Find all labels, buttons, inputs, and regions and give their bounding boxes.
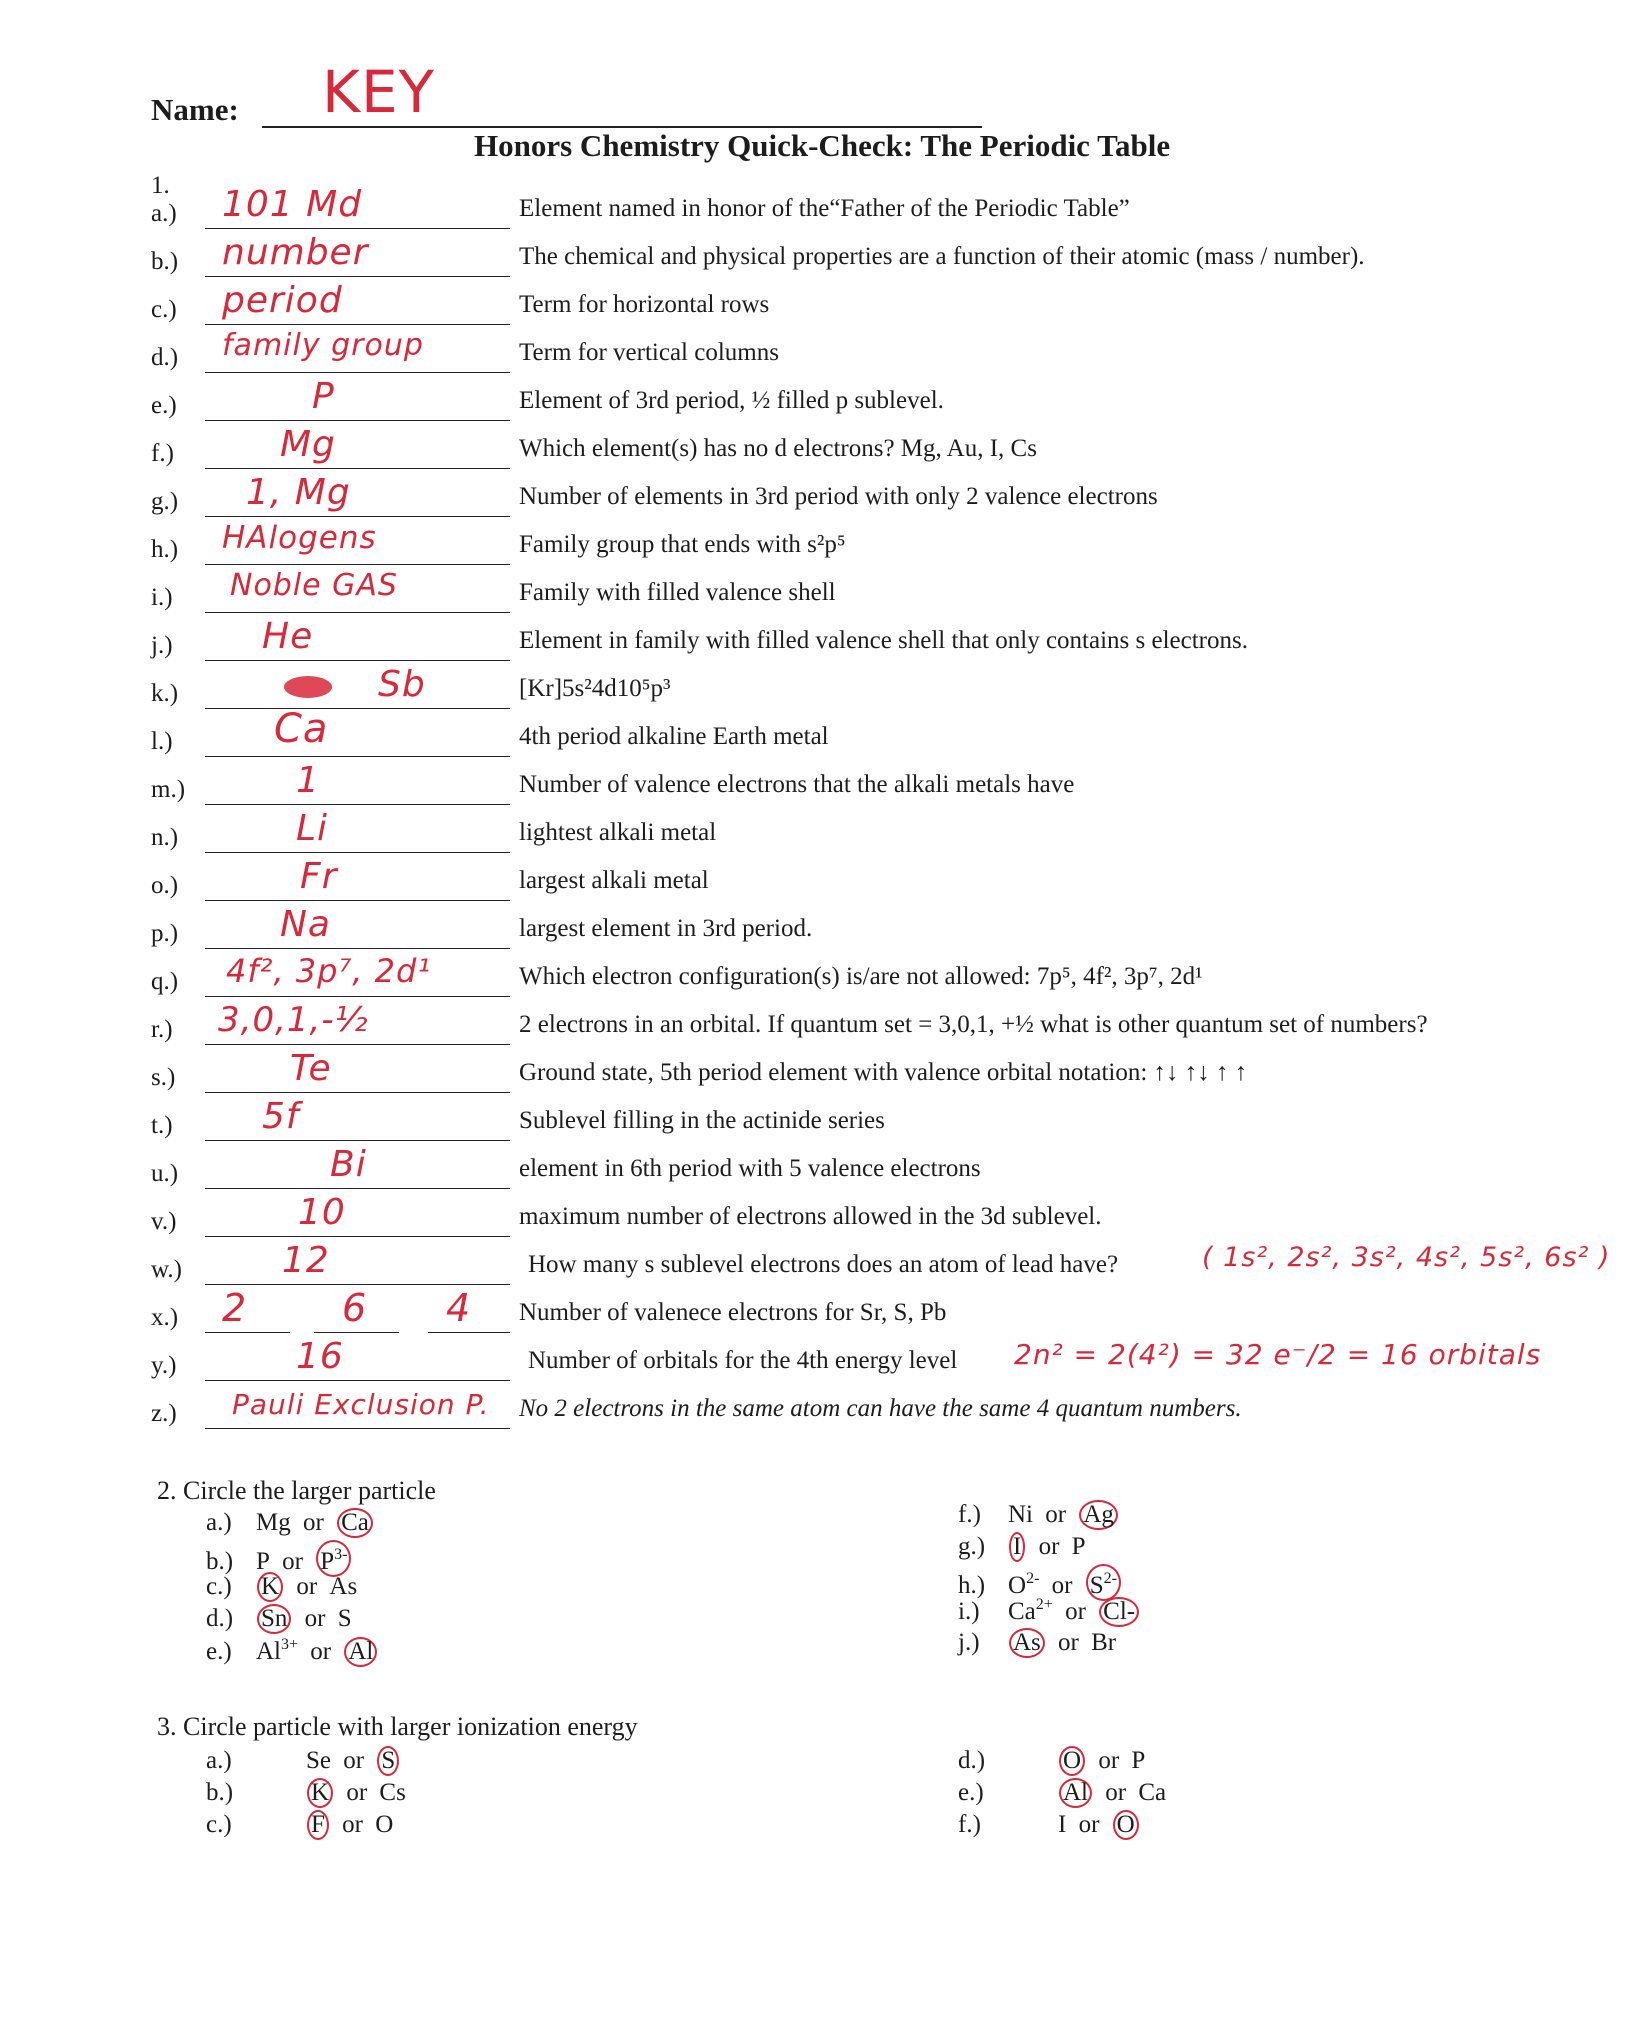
answer-line: [205, 900, 510, 901]
question-row: [0, 760, 1649, 814]
question-row: [0, 1286, 1649, 1342]
answer-text: Ca: [274, 706, 329, 752]
question-text: largest alkali metal: [519, 867, 709, 894]
answer-line: [205, 564, 510, 565]
symbol: P: [320, 1548, 335, 1575]
question-letter: z.): [151, 1400, 177, 1427]
question-letter: e.): [151, 392, 177, 419]
answer-text: Na: [280, 904, 331, 945]
question-text: Number of valence electrons that the alkali metals have: [519, 771, 1075, 798]
question-text: Number of elements in 3rd period with only 2 valence electrons: [519, 483, 1158, 510]
question-row: [0, 1336, 1649, 1390]
choice-option-a[interactable]: [1008, 1598, 1053, 1625]
choice-letter: i.): [958, 1598, 980, 1625]
choice-letter: f.): [958, 1501, 981, 1528]
question-text: Which electron configuration(s) is/are not allowed: 7p⁵, 4f², 3p⁷, 2d¹: [519, 963, 1203, 990]
question-letter: k.): [151, 680, 179, 707]
answer-line: [205, 756, 510, 757]
work-note: 2n² = 2(4²) = 32 e⁻/2 = 16 orbitals: [1014, 1338, 1542, 1371]
answer-text: Fr: [300, 856, 338, 897]
choice-letter: c.): [206, 1811, 232, 1838]
answer-line: [205, 1284, 510, 1285]
charge-superscript: 3-: [334, 1546, 348, 1563]
question-text: Element in family with filled valence shell that only contains s electrons.: [519, 627, 1248, 654]
section-2-title: 2. Circle the larger particle: [157, 1476, 436, 1505]
answer-line: [205, 660, 510, 661]
choice-letter: j.): [958, 1629, 980, 1656]
choice-letter: c.): [206, 1573, 232, 1600]
choice-item: [206, 1604, 352, 1634]
or-word: or: [1039, 1501, 1073, 1528]
question-text: lightest alkali metal: [519, 819, 717, 846]
question-letter: g.): [151, 488, 179, 515]
question-letter: l.): [151, 728, 173, 755]
choice-option-a[interactable]: Mg: [256, 1509, 291, 1536]
answer-text: 2: [222, 1286, 248, 1330]
choice-item: [958, 1628, 1116, 1658]
answer-line: [205, 324, 510, 325]
choice-option-b[interactable]: Al: [344, 1637, 377, 1667]
choice-item: [958, 1746, 1145, 1776]
or-word: or: [1045, 1572, 1079, 1599]
charge-superscript: 3+: [281, 1636, 299, 1653]
question-letter: q.): [151, 968, 179, 995]
choice-option-a[interactable]: I: [1058, 1811, 1067, 1838]
answer-line: [314, 1332, 399, 1333]
choice-option-b[interactable]: Br: [1091, 1629, 1117, 1656]
answer-text: Noble GAS: [230, 568, 398, 603]
choice-option-b[interactable]: Cl-: [1099, 1597, 1139, 1627]
charge-superscript: 2-: [1026, 1570, 1040, 1587]
answer-text: Pauli Exclusion P.: [232, 1388, 490, 1421]
answer-text: 16: [296, 1336, 344, 1377]
question-row: [0, 904, 1649, 958]
choice-option-b[interactable]: As: [329, 1573, 358, 1600]
question-row: [0, 1192, 1649, 1246]
answer-text: 12: [282, 1240, 330, 1281]
question-row: [0, 376, 1649, 430]
choice-option-b[interactable]: S: [377, 1746, 399, 1776]
question-letter: d.): [151, 344, 179, 371]
question-row: [0, 1000, 1649, 1054]
answer-text: number: [222, 232, 369, 273]
answer-text: 3,0,1,-½: [218, 1000, 369, 1040]
answer-text: Sb: [378, 664, 426, 705]
choice-letter: f.): [958, 1811, 981, 1838]
question-letter: t.): [151, 1112, 173, 1139]
question-text: Element of 3rd period, ½ filled p sublevel.: [519, 387, 944, 414]
choice-option-a[interactable]: I: [1009, 1532, 1025, 1562]
answer-line: [205, 1380, 510, 1381]
choice-letter: d.): [958, 1747, 986, 1774]
answer-text: 101 Md: [222, 184, 363, 225]
question-letter: o.): [151, 872, 179, 899]
question-letter: i.): [151, 584, 173, 611]
choice-letter: d.): [206, 1605, 234, 1632]
or-word: or: [1032, 1533, 1066, 1560]
or-word: or: [304, 1638, 338, 1665]
question-row: [0, 1240, 1649, 1294]
choice-item: [206, 1778, 406, 1808]
question-row: [0, 472, 1649, 526]
choice-option-a[interactable]: O: [1059, 1746, 1085, 1776]
answer-text: 1: [296, 760, 320, 801]
question-row: [0, 1048, 1649, 1102]
question-text: Term for horizontal rows: [519, 291, 770, 318]
section-3-title: 3. Circle particle with larger ionization energy: [157, 1712, 638, 1741]
answer-text: HAlogens: [222, 520, 377, 556]
choice-letter: g.): [958, 1533, 986, 1560]
question-row: [0, 952, 1649, 1006]
answer-line: [205, 372, 510, 373]
choice-item: [958, 1596, 1140, 1627]
choice-item: [958, 1532, 1086, 1562]
question-text: Family group that ends with s²p⁵: [519, 531, 846, 558]
choice-option-a[interactable]: Se: [306, 1747, 331, 1774]
question-text: Ground state, 5th period element with valence orbital notation: ↑↓ ↑↓ ↑ ↑: [519, 1059, 1248, 1086]
question-text: element in 6th period with 5 valence electrons: [519, 1155, 981, 1182]
question-letter: w.): [151, 1256, 183, 1283]
question-text: Element named in honor of the“Father of the Periodic Table”: [519, 195, 1130, 222]
question-text: Sublevel filling in the actinide series: [519, 1107, 885, 1134]
or-word: or: [1051, 1629, 1086, 1656]
question-letter: v.): [151, 1208, 177, 1235]
question-letter: c.): [151, 296, 177, 323]
question-text: 2 electrons in an orbital. If quantum set = 3,0,1, +½ what is other quantum set of numbers?: [519, 1011, 1428, 1038]
choice-item: [958, 1500, 1119, 1530]
answer-line: [205, 612, 510, 613]
choice-letter: a.): [206, 1747, 232, 1774]
choice-option-b[interactable]: Ca: [337, 1508, 373, 1538]
question-letter: j.): [151, 632, 173, 659]
answer-line: [205, 1236, 510, 1237]
answer-text: He: [262, 616, 314, 657]
choice-option-a[interactable]: Ni: [1008, 1501, 1033, 1528]
question-letter: u.): [151, 1160, 179, 1187]
answer-text: 4: [446, 1286, 472, 1330]
answer-text: period: [222, 280, 343, 321]
charge-superscript: 2+: [1035, 1596, 1053, 1613]
choice-letter: a.): [206, 1509, 232, 1536]
scribble-mark: [284, 676, 332, 698]
answer-line: [205, 852, 510, 853]
or-word: or: [298, 1605, 332, 1632]
or-word: or: [1099, 1779, 1133, 1806]
answer-text: family group: [222, 328, 424, 363]
answer-line: [205, 804, 510, 805]
question-letter: x.): [151, 1304, 179, 1331]
answer-line: [205, 996, 510, 997]
choice-letter: e.): [206, 1638, 232, 1665]
question-text: The chemical and physical properties are a function of their atomic (mass / number).: [519, 243, 1365, 270]
choice-option-a[interactable]: Al: [1059, 1778, 1092, 1808]
answer-line: [205, 948, 510, 949]
answer-line: [205, 276, 510, 277]
answer-line: [205, 420, 510, 421]
question-letter: s.): [151, 1064, 176, 1091]
question-row: [0, 520, 1649, 574]
name-value: KEY: [322, 58, 436, 126]
choice-letter: e.): [958, 1779, 984, 1806]
choice-letter: h.): [958, 1572, 986, 1599]
or-word: or: [275, 1548, 310, 1575]
choice-item: [206, 1746, 400, 1776]
work-note: ( 1s², 2s², 3s², 4s², 5s², 6s² ): [1202, 1242, 1611, 1273]
choice-letter: b.): [206, 1548, 234, 1575]
choice-option-a[interactable]: [1008, 1572, 1039, 1599]
or-word: or: [340, 1779, 374, 1806]
answer-text: Te: [290, 1048, 332, 1089]
question-row: [0, 808, 1649, 862]
question-text: largest element in 3rd period.: [519, 915, 813, 942]
question-text: Number of orbitals for the 4th energy level: [528, 1347, 958, 1374]
symbol: Ca: [1008, 1598, 1036, 1625]
answer-line: [205, 1140, 510, 1141]
question-text: Number of valenece electrons for Sr, S, Pb: [519, 1299, 947, 1326]
question-row: [0, 280, 1649, 334]
question-row: [0, 856, 1649, 910]
choice-option-b[interactable]: P: [1131, 1747, 1146, 1774]
choice-option-a[interactable]: P: [256, 1548, 270, 1575]
answer-line: [205, 1188, 510, 1189]
or-word: or: [290, 1573, 324, 1600]
question-row: [0, 1390, 1649, 1438]
question-letter: b.): [151, 248, 179, 275]
symbol: O: [1008, 1572, 1027, 1599]
answer-line: [205, 1428, 510, 1429]
or-word: or: [337, 1747, 371, 1774]
choice-item: [206, 1810, 393, 1840]
question-letter: r.): [151, 1016, 173, 1043]
question-text: maximum number of electrons allowed in the 3d sublevel.: [519, 1203, 1102, 1230]
symbol: S: [1089, 1572, 1104, 1599]
question-letter: p.): [151, 920, 179, 947]
name-label: Name:: [151, 92, 239, 127]
choice-item: [206, 1572, 357, 1602]
answer-line: [205, 468, 510, 469]
choice-option-b[interactable]: Ag: [1079, 1500, 1118, 1530]
choice-option-b[interactable]: S: [337, 1605, 352, 1632]
or-word: or: [335, 1811, 370, 1838]
choice-option-b[interactable]: Cs: [379, 1779, 406, 1806]
question-row: [0, 424, 1649, 478]
choice-item: [958, 1810, 1140, 1840]
or-word: or: [296, 1509, 331, 1536]
or-word: or: [1072, 1811, 1106, 1838]
symbol: Al: [256, 1638, 281, 1665]
section-1-number: 1.: [151, 172, 170, 199]
choice-option-b[interactable]: O: [375, 1811, 394, 1838]
answer-text: P: [312, 376, 335, 417]
question-text: How many s sublevel electrons does an atom of lead have?: [528, 1251, 1119, 1278]
choice-item: [206, 1636, 378, 1667]
question-letter: n.): [151, 824, 179, 851]
answer-line: [205, 1332, 290, 1333]
question-row: [0, 568, 1649, 622]
answer-text: 6: [342, 1286, 368, 1330]
question-letter: h.): [151, 536, 179, 563]
question-row: [0, 184, 1649, 238]
answer-text: 10: [298, 1192, 346, 1233]
answer-line: [205, 1044, 510, 1045]
answer-line: [205, 708, 510, 709]
answer-text: 5f: [262, 1096, 300, 1137]
choice-option-a[interactable]: [256, 1638, 298, 1665]
question-row: [0, 1144, 1649, 1198]
question-text: [Kr]5s²4d10⁵p³: [519, 675, 671, 702]
choice-option-a[interactable]: Sn: [257, 1604, 291, 1634]
choice-item: [206, 1508, 374, 1538]
question-row: [0, 328, 1649, 382]
question-letter: f.): [151, 440, 174, 467]
choice-option-b[interactable]: P: [1071, 1533, 1086, 1560]
question-text: Family with filled valence shell: [519, 579, 836, 606]
answer-line: [205, 228, 510, 229]
question-row: [0, 232, 1649, 286]
or-word: or: [1092, 1747, 1126, 1774]
answer-text: 4f², 3p⁷, 2d¹: [226, 952, 432, 990]
choice-option-a[interactable]: K: [257, 1572, 283, 1602]
charge-superscript: 2-: [1103, 1570, 1117, 1587]
question-text: No 2 electrons in the same atom can have the same 4 quantum numbers.: [519, 1395, 1242, 1422]
question-letter: m.): [151, 776, 186, 803]
choice-option-a[interactable]: As: [1009, 1628, 1045, 1658]
question-row: [0, 1096, 1649, 1150]
answer-text: Mg: [280, 424, 336, 465]
question-text: 4th period alkaline Earth metal: [519, 723, 829, 750]
answer-text: Bi: [330, 1144, 367, 1185]
choice-option-b[interactable]: O: [1113, 1810, 1139, 1840]
worksheet-title: Honors Chemistry Quick-Check: The Periodic Table: [474, 128, 1171, 163]
question-row: [0, 706, 1649, 766]
choice-option-a[interactable]: K: [307, 1778, 333, 1808]
choice-item: [958, 1778, 1166, 1808]
answer-line: [205, 1092, 510, 1093]
choice-letter: b.): [206, 1779, 234, 1806]
question-text: Term for vertical columns: [519, 339, 779, 366]
answer-text: 1, Mg: [246, 472, 351, 513]
choice-option-a[interactable]: F: [307, 1810, 329, 1840]
question-text: Which element(s) has no d electrons? Mg, Au, I, Cs: [519, 435, 1037, 462]
answer-text: Li: [296, 808, 329, 849]
question-letter: y.): [151, 1352, 177, 1379]
choice-option-b[interactable]: Ca: [1138, 1779, 1167, 1806]
answer-line: [428, 1332, 510, 1333]
question-row: [0, 616, 1649, 670]
question-letter: a.): [151, 200, 177, 227]
answer-line: [205, 516, 510, 517]
or-word: or: [1058, 1598, 1093, 1625]
question-row: [0, 664, 1649, 718]
